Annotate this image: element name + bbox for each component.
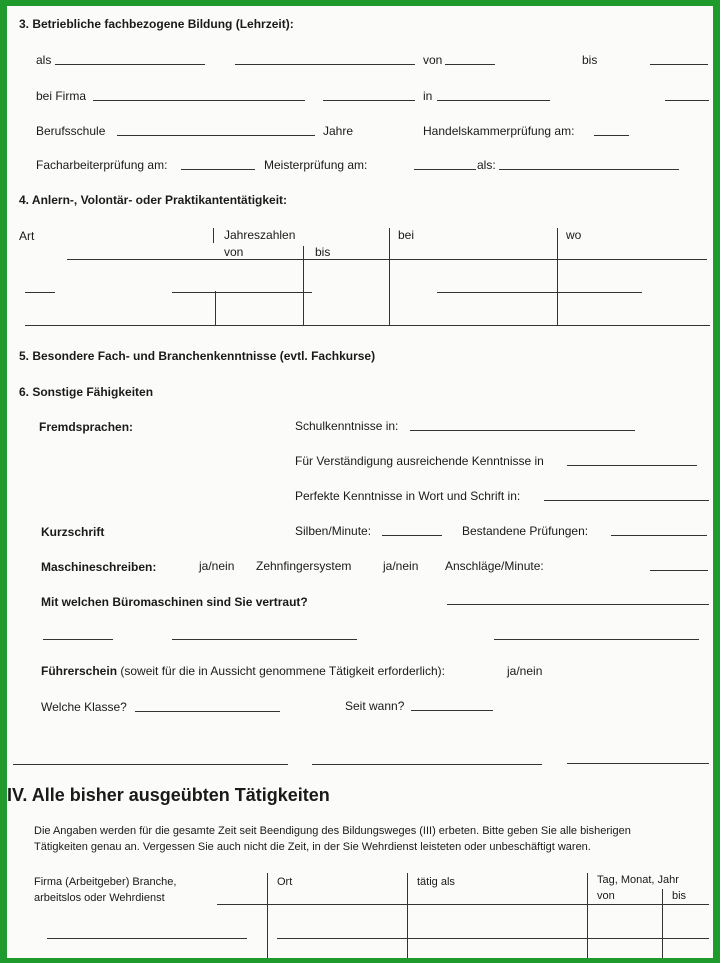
option-janein-fuehrerschein[interactable]: ja/nein xyxy=(507,664,543,678)
field-in-2[interactable] xyxy=(665,100,709,101)
col-taetig: tätig als xyxy=(417,876,455,888)
label-jahre: Jahre xyxy=(323,124,354,138)
form-page xyxy=(7,6,713,958)
section-3-heading: 3. Betriebliche fachbezogene Bildung (Lehrzeit): xyxy=(19,17,294,31)
label-anschlaege: Anschläge/Minute: xyxy=(445,559,544,573)
label-pruefungen: Bestandene Prüfungen: xyxy=(462,524,589,538)
field-verstaendigung[interactable] xyxy=(567,465,697,466)
option-janein-maschine[interactable]: ja/nein xyxy=(199,559,235,573)
label-facharbeiter: Facharbeiterprüfung am: xyxy=(36,158,168,172)
table-row-line[interactable] xyxy=(172,292,312,293)
separator-line xyxy=(13,764,288,765)
section-iv-text-1: Die Angaben werden für die gesamte Zeit seit Beendigung des Bildungsweges (III) erbeten. Bitte geben Sie alle bisherigen xyxy=(34,825,631,837)
field-schulkenntnisse[interactable] xyxy=(410,430,635,431)
col-divider xyxy=(303,246,304,326)
field-seit[interactable] xyxy=(411,710,493,711)
section-5-heading: 5. Besondere Fach- und Branchenkenntnisse (evtl. Fachkurse) xyxy=(19,349,376,363)
col-divider xyxy=(557,228,558,326)
field-als[interactable] xyxy=(55,64,205,65)
label-verstaendigung: Für Verständigung ausreichende Kenntnisse in xyxy=(295,454,544,468)
field-berufsschule[interactable] xyxy=(117,135,315,136)
label-seit: Seit wann? xyxy=(345,699,405,713)
label-kurzschrift: Kurzschrift xyxy=(41,525,105,539)
field-klasse[interactable] xyxy=(135,711,280,712)
col-jahreszahlen: Jahreszahlen xyxy=(224,228,296,242)
field-perfekt[interactable] xyxy=(544,500,709,501)
field-silben[interactable] xyxy=(382,535,442,536)
label-fuehrerschein-bold: Führerschein xyxy=(41,664,118,678)
field-meister[interactable] xyxy=(414,169,476,170)
label-von: von xyxy=(423,53,443,67)
section-iv-heading: IV. Alle bisher ausgeübten Tätigkeiten xyxy=(7,785,330,805)
field-als-2[interactable] xyxy=(235,64,415,65)
table-row-line[interactable] xyxy=(25,325,710,326)
table-row-line[interactable] xyxy=(67,259,707,260)
table-row-line[interactable] xyxy=(437,292,642,293)
col-datum-von: von xyxy=(597,890,615,902)
col-divider xyxy=(267,873,268,958)
label-zehnfinger: Zehnfingersystem xyxy=(256,559,352,573)
separator-line xyxy=(312,764,542,765)
col-art: Art xyxy=(19,229,35,243)
col-divider xyxy=(407,873,408,958)
label-bueromaschinen: Mit welchen Büromaschinen sind Sie vertraut? xyxy=(41,595,308,609)
label-perfekt: Perfekte Kenntnisse in Wort und Schrift in: xyxy=(295,489,521,503)
table-row-line[interactable] xyxy=(217,904,709,905)
table-row-line[interactable] xyxy=(25,292,55,293)
col-divider xyxy=(587,873,588,958)
col-datum: Tag, Monat, Jahr xyxy=(597,874,679,886)
field-bis[interactable] xyxy=(650,64,708,65)
label-bis: bis xyxy=(582,53,598,67)
label-als2: als: xyxy=(477,158,496,172)
field-als2[interactable] xyxy=(499,169,679,170)
field-facharbeiter[interactable] xyxy=(181,169,255,170)
label-bei-firma: bei Firma xyxy=(36,89,87,103)
col-bis: bis xyxy=(315,245,331,259)
field-anschlaege[interactable] xyxy=(650,570,708,571)
separator-line xyxy=(567,763,709,764)
section-iv-text-2: Tätigkeiten genau an. Vergessen Sie auch nicht die Zeit, in der Sie Wehrdienst leisteten oder unbeschäftigt waren. xyxy=(34,841,591,853)
label-berufsschule: Berufsschule xyxy=(36,124,106,138)
col-firma-a: Firma (Arbeitgeber) Branche, xyxy=(34,876,177,888)
field-firma[interactable] xyxy=(93,100,305,101)
label-fremdsprachen: Fremdsprachen: xyxy=(39,420,134,434)
label-fuehrerschein xyxy=(41,664,445,678)
field-handelskammer[interactable] xyxy=(594,135,629,136)
field-firma-2[interactable] xyxy=(323,100,415,101)
field-bueromaschinen-4[interactable] xyxy=(494,639,699,640)
label-silben: Silben/Minute: xyxy=(295,524,372,538)
label-schulkenntnisse: Schulkenntnisse in: xyxy=(295,419,399,433)
label-maschineschreiben: Maschineschreiben: xyxy=(41,560,157,574)
field-von[interactable] xyxy=(445,64,495,65)
table-row-line[interactable] xyxy=(277,938,709,939)
col-divider xyxy=(662,889,663,958)
col-divider xyxy=(389,228,390,326)
col-divider xyxy=(215,291,216,326)
label-als: als xyxy=(36,53,52,67)
field-bueromaschinen[interactable] xyxy=(447,604,709,605)
field-bueromaschinen-2[interactable] xyxy=(43,639,113,640)
label-in: in xyxy=(423,89,433,103)
col-von: von xyxy=(224,245,244,259)
col-ort: Ort xyxy=(277,876,293,888)
table-row-line[interactable] xyxy=(47,938,247,939)
option-janein-zehnfinger[interactable]: ja/nein xyxy=(383,559,419,573)
field-bueromaschinen-3[interactable] xyxy=(172,639,357,640)
section-4-heading: 4. Anlern-, Volontär- oder Praktikantentätigkeit: xyxy=(19,193,288,207)
label-klasse: Welche Klasse? xyxy=(41,700,127,714)
label-fuehrerschein-rest: (soweit für die in Aussicht genommene Tätigkeit erforderlich): xyxy=(117,664,445,678)
field-in[interactable] xyxy=(437,100,550,101)
section-6-heading: 6. Sonstige Fähigkeiten xyxy=(19,385,154,399)
label-handelskammer: Handelskammerprüfung am: xyxy=(423,124,575,138)
label-meister: Meisterprüfung am: xyxy=(264,158,368,172)
col-firma-b: arbeitslos oder Wehrdienst xyxy=(34,892,165,904)
col-datum-bis: bis xyxy=(672,890,687,902)
col-wo: wo xyxy=(566,228,582,242)
field-pruefungen[interactable] xyxy=(611,535,707,536)
col-bei: bei xyxy=(398,228,415,242)
col-divider xyxy=(213,228,214,243)
